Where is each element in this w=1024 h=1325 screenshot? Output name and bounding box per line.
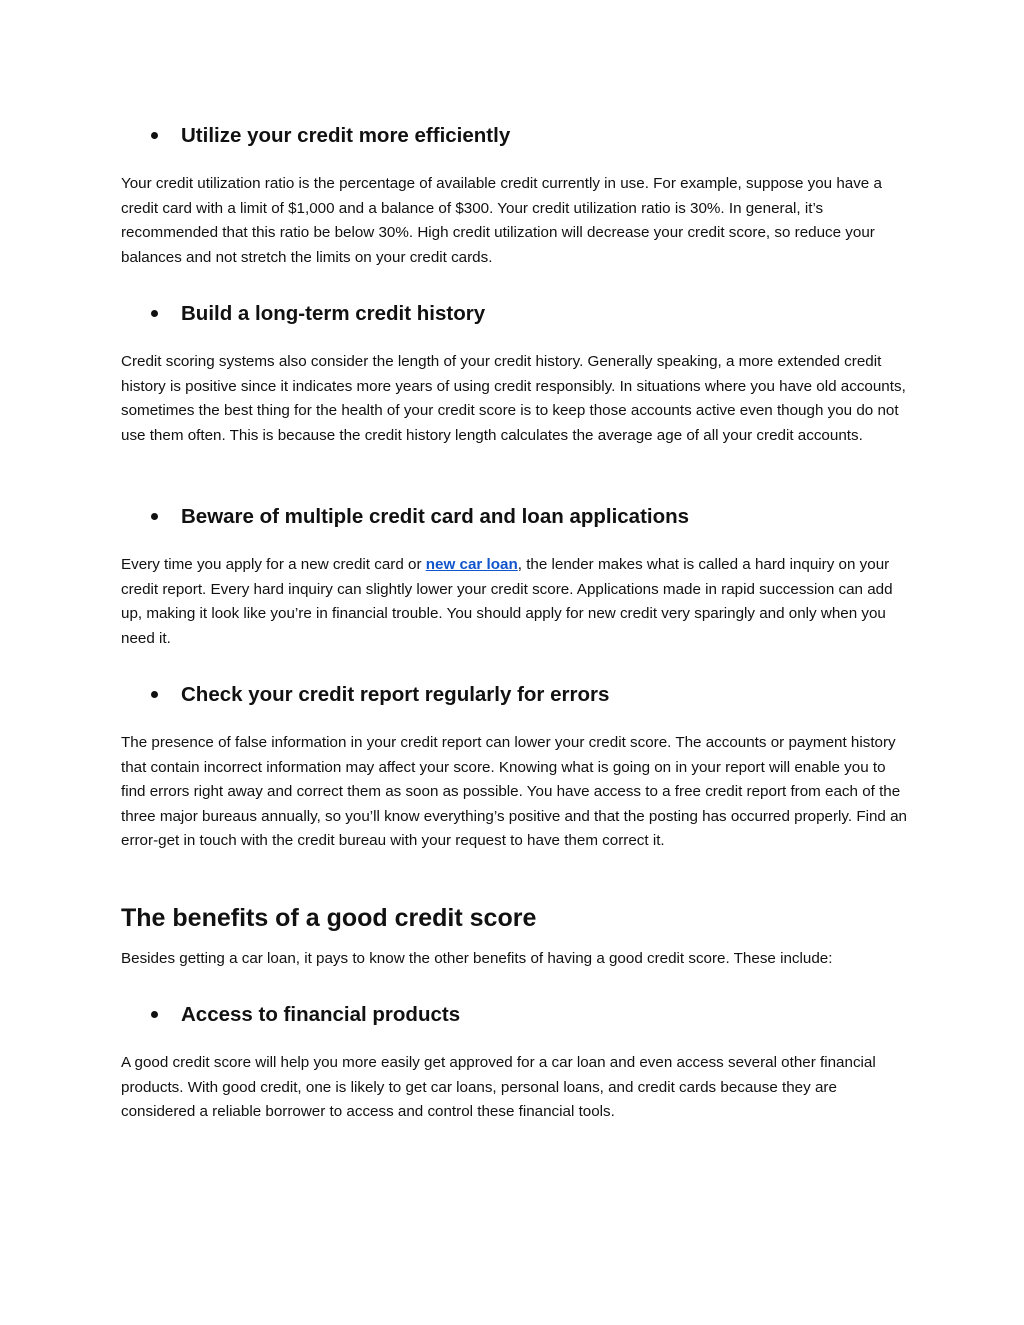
benefit-heading-text: Access to financial products [181,1003,461,1026]
section-paragraph: The presence of false information in your credit report can lower your credit score. The accounts or payment history that contain incorrect information may affect your score. Knowing what is going on in your report will enable you to find errors right away and correct them as soon as possible. You have access to a free credit report from each of the three major bureaus annually, so you’ll know everything’s positive and that the posting has occurred properly. Find an error-get in touch with the credit bureau with your request to have them correct it. [121,734,907,850]
benefits-intro: Besides getting a car loan, it pays to know the other benefits of having a good credit score. These include: [121,950,833,967]
bullet-icon [151,310,158,317]
bullet-icon [151,691,158,698]
section-heading-text: Check your credit report regularly for errors [181,683,610,706]
section-heading-text: Utilize your credit more efficiently [181,124,511,147]
section-paragraph: Your credit utilization ratio is the percentage of available credit currently in use. For example, suppose you have a credit card with a limit of $1,000 and a balance of $300. Your credit utilization ratio is 30%. In general, it’s recommended that this ratio be below 30%. High credit utilization will decrease your credit score, so reduce your balances and not stretch the limits on your credit cards. [121,175,882,266]
section-heading-text: Beware of multiple credit card and loan applications [181,505,690,528]
new-car-loan-link[interactable]: new car loan [425,556,518,573]
benefits-title: The benefits of a good credit score [121,904,537,932]
paragraph-text: , the lender makes what is called a hard inquiry on your credit report. Every hard inquiry can slightly lower your credit score. Applications made in rapid succession can add up, making it look like you’re in financial trouble. You should apply for new credit very sparingly and only when you need it. [121,556,893,647]
section-heading-text: Build a long-term credit history [181,302,486,325]
section-paragraph [121,553,907,651]
bullet-icon [151,513,158,520]
section-paragraph: Credit scoring systems also consider the length of your credit history. Generally speaking, a more extended credit history is positive since it indicates more years of using credit responsibly. In situations where you have old accounts, sometimes the best thing for the health of your credit score is to keep those accounts active even though you do not use them often. This is because the credit history length calculates the average age of all your credit accounts. [121,353,906,444]
bullet-icon [151,132,158,139]
paragraph-text: Every time you apply for a new credit card or [121,556,426,573]
benefit-paragraph: A good credit score will help you more easily get approved for a car loan and even access several other financial products. With good credit, one is likely to get car loans, personal loans, and credit cards because they are considered a reliable borrower to access and control these financial tools. [121,1054,876,1121]
bullet-icon [151,1011,158,1018]
